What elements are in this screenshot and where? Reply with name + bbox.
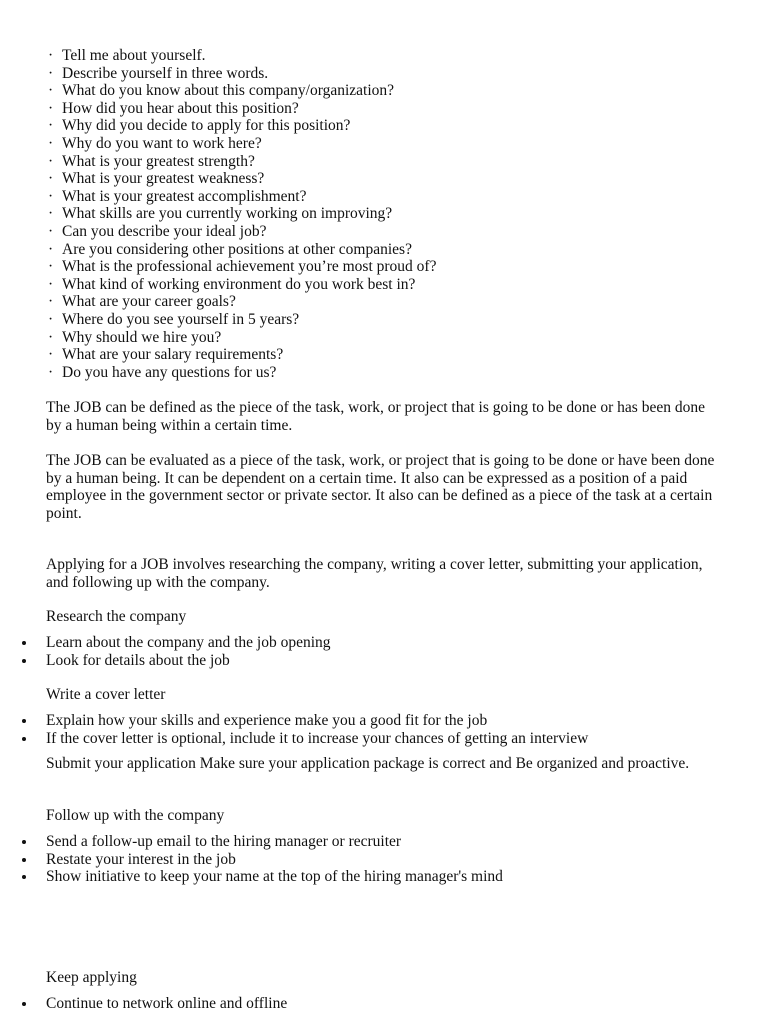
bullet-icon	[22, 875, 26, 879]
question-text: Are you considering other positions at other companies?	[62, 240, 412, 258]
question-text: Describe yourself in three words.	[62, 64, 269, 82]
list-item	[46, 730, 746, 748]
question-text: Can you describe your ideal job?	[62, 222, 267, 240]
list-item	[46, 995, 746, 1013]
bullet-dot: ·	[48, 363, 54, 381]
bullet-dot: ·	[48, 258, 54, 276]
list-item-text: Send a follow-up email to the hiring manager or recruiter	[46, 833, 402, 850]
list-item	[46, 329, 746, 347]
bullet-dot: ·	[48, 205, 54, 223]
list-item	[46, 223, 746, 241]
question-text: Why did you decide to apply for this position?	[62, 117, 351, 135]
job-evaluation-paragraph: The JOB can be evaluated as a piece of the task, work, or project that is going to be done or have been done by a human being. It can be dependent on a certain time. It also can be expressed as a position of a paid employee in the government sector or private sector. It also can be defined as a piece of the task at a certain point.	[46, 452, 715, 522]
list-item	[46, 135, 746, 153]
list-item	[46, 293, 746, 311]
list-item	[46, 634, 746, 652]
job-definition-paragraph: The JOB can be defined as the piece of the task, work, or project that is going to be done or has been done by a human being within a certain time.	[46, 399, 705, 434]
question-text: What do you know about this company/organization?	[62, 82, 395, 100]
list-item	[46, 205, 746, 223]
question-text: What is the professional achievement you’re most proud of?	[62, 258, 437, 276]
list-item-text: If the cover letter is optional, include it to increase your chances of getting an interview	[46, 729, 589, 747]
bullet-dot: ·	[48, 222, 54, 240]
question-text: What is your greatest strength?	[62, 152, 255, 170]
list-item	[46, 311, 746, 329]
question-text: What kind of working environment do you work best in?	[62, 275, 416, 293]
research-heading: Research the company	[46, 608, 187, 625]
bullet-dot: ·	[48, 64, 54, 82]
list-item	[46, 276, 746, 294]
list-item	[46, 188, 746, 206]
list-item-text: Explain how your skills and experience make you a good fit for the job	[46, 712, 488, 729]
bullet-icon	[22, 719, 26, 723]
keep-applying-heading: Keep applying	[46, 969, 137, 986]
list-item	[46, 364, 746, 382]
list-item-text: Restate your interest in the job	[46, 850, 236, 868]
question-text: Tell me about yourself.	[62, 47, 206, 64]
follow-up-heading: Follow up with the company	[46, 807, 225, 824]
keep-applying-list	[46, 995, 746, 1013]
question-text: Do you have any questions for us?	[62, 363, 277, 381]
question-text: What are your career goals?	[62, 293, 236, 311]
list-item	[46, 153, 746, 171]
list-item	[46, 117, 746, 135]
bullet-dot: ·	[48, 240, 54, 258]
cover-letter-heading: Write a cover letter	[46, 686, 166, 703]
bullet-icon	[22, 737, 26, 741]
bullet-dot: ·	[48, 82, 54, 100]
list-item	[46, 868, 746, 886]
bullet-dot: ·	[48, 152, 54, 170]
bullet-dot: ·	[48, 328, 54, 346]
list-item	[46, 833, 746, 851]
bullet-icon	[22, 641, 26, 645]
bullet-dot: ·	[48, 47, 54, 64]
question-text: How did you hear about this position?	[62, 99, 299, 117]
bullet-dot: ·	[48, 187, 54, 205]
question-text: Where do you see yourself in 5 years?	[62, 310, 300, 328]
list-item	[46, 258, 746, 276]
list-item	[46, 346, 746, 364]
question-text: What is your greatest weakness?	[62, 170, 265, 188]
list-item	[46, 652, 746, 670]
bullet-icon	[22, 858, 26, 862]
follow-up-list	[46, 833, 746, 886]
bullet-dot: ·	[48, 293, 54, 311]
question-text: What are your salary requirements?	[62, 346, 284, 364]
bullet-dot: ·	[48, 117, 54, 135]
bullet-icon	[22, 1002, 26, 1006]
list-item	[46, 170, 746, 188]
question-text: Why do you want to work here?	[62, 134, 262, 152]
bullet-dot: ·	[48, 134, 54, 152]
list-item	[46, 851, 746, 869]
list-item-text: Look for details about the job	[46, 651, 230, 669]
question-text: What is your greatest accomplishment?	[62, 187, 307, 205]
list-item-text: Learn about the company and the job opening	[46, 634, 331, 651]
list-item-text: Continue to network online and offline	[46, 995, 288, 1012]
cover-letter-list	[46, 712, 746, 747]
bullet-icon	[22, 840, 26, 844]
question-text: Why should we hire you?	[62, 328, 222, 346]
list-item-text: Show initiative to keep your name at the top of the hiring manager's mind	[46, 868, 503, 885]
applying-paragraph: Applying for a JOB involves researching the company, writing a cover letter, submitting your application, and following up with the company.	[46, 556, 703, 591]
research-list	[46, 634, 746, 669]
list-item	[46, 241, 746, 259]
bullet-dot: ·	[48, 346, 54, 364]
list-item	[46, 47, 746, 65]
list-item	[46, 82, 746, 100]
submit-paragraph: Submit your application Make sure your application package is correct and Be organized and proactive.	[46, 755, 690, 772]
list-item	[46, 712, 746, 730]
bullet-dot: ·	[48, 310, 54, 328]
bullet-icon	[22, 659, 26, 663]
bullet-dot: ·	[48, 99, 54, 117]
list-item	[46, 100, 746, 118]
question-text: What skills are you currently working on improving?	[62, 205, 393, 223]
bullet-dot: ·	[48, 275, 54, 293]
bullet-dot: ·	[48, 170, 54, 188]
list-item	[46, 65, 746, 83]
interview-questions-list	[46, 47, 746, 381]
